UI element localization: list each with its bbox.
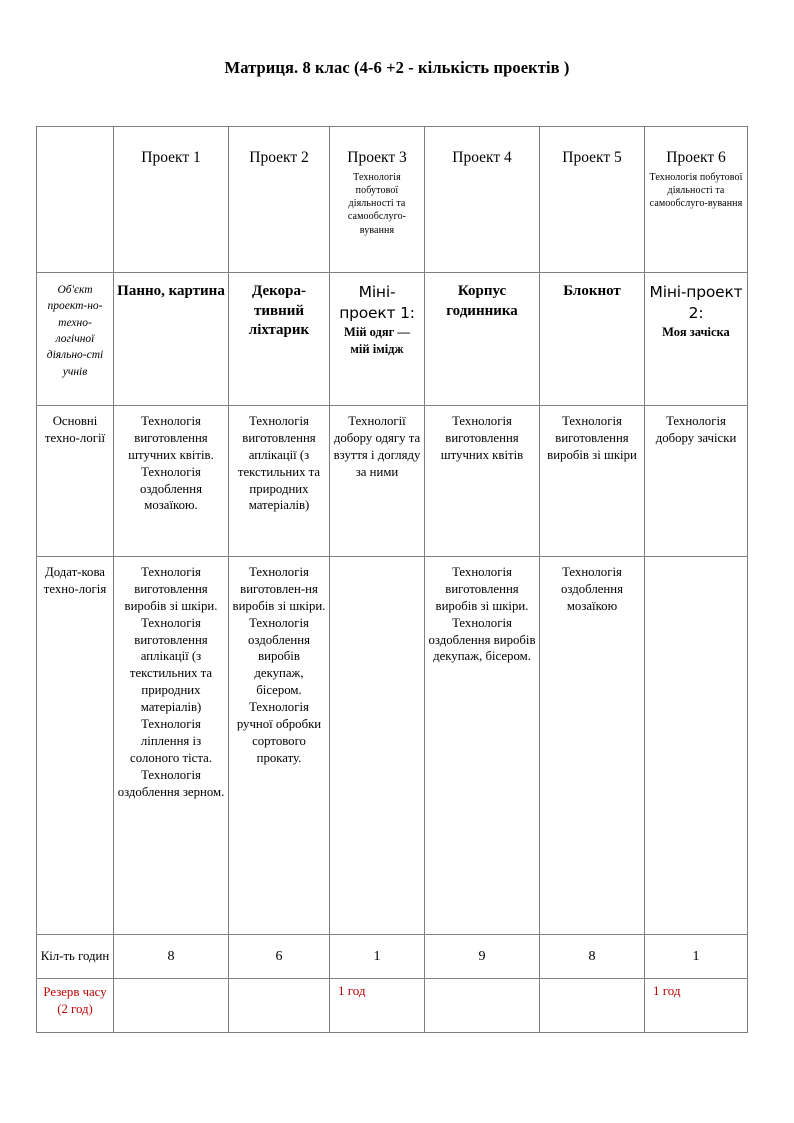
object-cell-project-6 (645, 273, 748, 406)
row-label-object-text: Об'єкт проект-но-техно-логічної діяльно-сті учнів (46, 284, 104, 378)
reserve-value-3: 1 год (338, 983, 366, 998)
reserve-value-6: 1 год (653, 983, 681, 998)
hours-value-6: 1 (692, 948, 700, 964)
main-tech-value-3: Технології добору одягу та взуття і догляду за ними (333, 414, 421, 479)
extra-tech-cell-project-1 (114, 557, 229, 935)
extra-tech-cell-project-4 (425, 557, 540, 935)
main-tech-value-5: Технологія виготовлення виробів зі шкіри (547, 414, 637, 462)
header-cell-project-3 (330, 127, 425, 273)
reserve-cell-project-5 (540, 979, 645, 1033)
extra-tech-cell-project-3 (330, 557, 425, 935)
project-6-title: Проект 6 (666, 149, 726, 166)
header-cell-project-5 (540, 127, 645, 273)
object-value-6-body: Моя зачіска (662, 324, 730, 339)
project-4-title: Проект 4 (452, 149, 512, 166)
hours-value-5: 8 (588, 948, 596, 964)
hours-cell-project-5 (540, 935, 645, 979)
hours-cell-project-2 (229, 935, 330, 979)
object-cell-project-4 (425, 273, 540, 406)
extra-tech-value-1: Технологія виготовлення виробів зі шкіри. Технологія виготовлення аплікації (з текстильних та природних матеріалів) Технологія ліплення із солоного тіста. Технологія оздоблення зерном. (117, 565, 225, 799)
object-value-1: Панно, картина (117, 283, 225, 299)
hours-cell-project-6 (645, 935, 748, 979)
project-3-subtitle: Технологія побутової діяльності та самообслуго-вування (347, 171, 407, 236)
table-header-row (37, 127, 748, 273)
main-tech-cell-project-3 (330, 406, 425, 557)
row-label-main-technologies (37, 406, 114, 557)
reserve-cell-project-3 (330, 979, 425, 1033)
hours-cell-project-1 (114, 935, 229, 979)
row-label-additional-technology-text: Додат-кова техно-логія (43, 565, 107, 597)
reserve-value-1 (117, 982, 225, 984)
object-value-5: Блокнот (563, 283, 621, 299)
row-label-object (37, 273, 114, 406)
header-cell-project-4 (425, 127, 540, 273)
row-label-hours (37, 935, 114, 979)
extra-tech-cell-project-6 (645, 557, 748, 935)
reserve-value-5 (543, 982, 641, 984)
main-tech-value-1: Технологія виготовлення штучних квітів. Технологія оздоблення мозаїкою. (128, 414, 214, 513)
hours-cell-project-4 (425, 935, 540, 979)
object-cell-project-5 (540, 273, 645, 406)
header-cell-project-6 (645, 127, 748, 273)
reserve-cell-project-1 (114, 979, 229, 1033)
project-1-title: Проект 1 (141, 149, 201, 166)
object-value-3-body: Мій одяг — мій імідж (344, 324, 410, 357)
main-tech-value-4: Технологія виготовлення штучних квітів (440, 414, 524, 462)
main-tech-cell-project-2 (229, 406, 330, 557)
main-tech-cell-project-1 (114, 406, 229, 557)
main-tech-cell-project-5 (540, 406, 645, 557)
extra-tech-cell-project-5 (540, 557, 645, 935)
object-cell-project-3 (330, 273, 425, 406)
hours-value-1: 8 (167, 948, 175, 964)
project-3-title: Проект 3 (347, 149, 407, 166)
row-label-main-technologies-text: Основні техно-логії (44, 414, 106, 446)
hours-cell-project-3 (330, 935, 425, 979)
header-cell-project-2 (229, 127, 330, 273)
header-corner-cell (37, 127, 114, 273)
reserve-value-2 (232, 982, 326, 984)
project-5-title: Проект 5 (562, 149, 622, 166)
table-row-time-reserve (37, 979, 748, 1033)
extra-tech-value-2: Технологія виготовлен-ня виробів зі шкіри. Технологія оздоблення виробів декупаж, бісером. Технологія ручної обробки сортового прокату. (232, 565, 326, 765)
header-cell-project-1 (114, 127, 229, 273)
extra-tech-value-4: Технологія виготовлення виробів зі шкіри. Технологія оздоблення виробів декупаж, бісером. (428, 565, 536, 664)
extra-tech-cell-project-2 (229, 557, 330, 935)
project-6-subtitle: Технологія побутової діяльності та самообслуго-вування (649, 171, 743, 210)
table-row-additional-technology (37, 557, 748, 935)
main-tech-value-2: Технологія виготовлення аплікації (з текстильних та природних матеріалів) (237, 414, 321, 513)
object-value-3-head: Міні-проект 1: (339, 283, 415, 322)
row-label-time-reserve-text: Резерв часу (2 год) (43, 985, 107, 1017)
row-label-hours-text: Кіл-ть годин (40, 949, 110, 964)
hours-value-4: 9 (478, 948, 486, 964)
reserve-cell-project-2 (229, 979, 330, 1033)
object-value-4: Корпус годинника (446, 283, 518, 319)
page-title: Матриця. 8 клас (4-6 +2 - кількість проектів ) (224, 58, 570, 77)
extra-tech-value-6 (648, 560, 744, 564)
hours-value-3: 1 (373, 948, 381, 964)
object-cell-project-1 (114, 273, 229, 406)
object-value-2: Декора-тивний ліхтарик (248, 283, 310, 338)
extra-tech-value-5: Технологія оздоблення мозаїкою (561, 565, 623, 613)
table-row-object (37, 273, 748, 406)
object-cell-project-2 (229, 273, 330, 406)
main-tech-value-6: Технологія добору зачіски (655, 414, 737, 445)
table-row-main-technologies (37, 406, 748, 557)
row-label-time-reserve (37, 979, 114, 1033)
reserve-cell-project-6 (645, 979, 748, 1033)
project-2-title: Проект 2 (249, 149, 309, 166)
object-value-6-head: Міні-проект 2: (649, 283, 743, 322)
main-tech-cell-project-6 (645, 406, 748, 557)
hours-value-2: 6 (275, 948, 283, 964)
reserve-cell-project-4 (425, 979, 540, 1033)
extra-tech-value-3 (333, 560, 421, 564)
reserve-value-4 (428, 982, 536, 984)
matrix-table (36, 126, 748, 1033)
table-row-hours (37, 935, 748, 979)
row-label-additional-technology (37, 557, 114, 935)
main-tech-cell-project-4 (425, 406, 540, 557)
